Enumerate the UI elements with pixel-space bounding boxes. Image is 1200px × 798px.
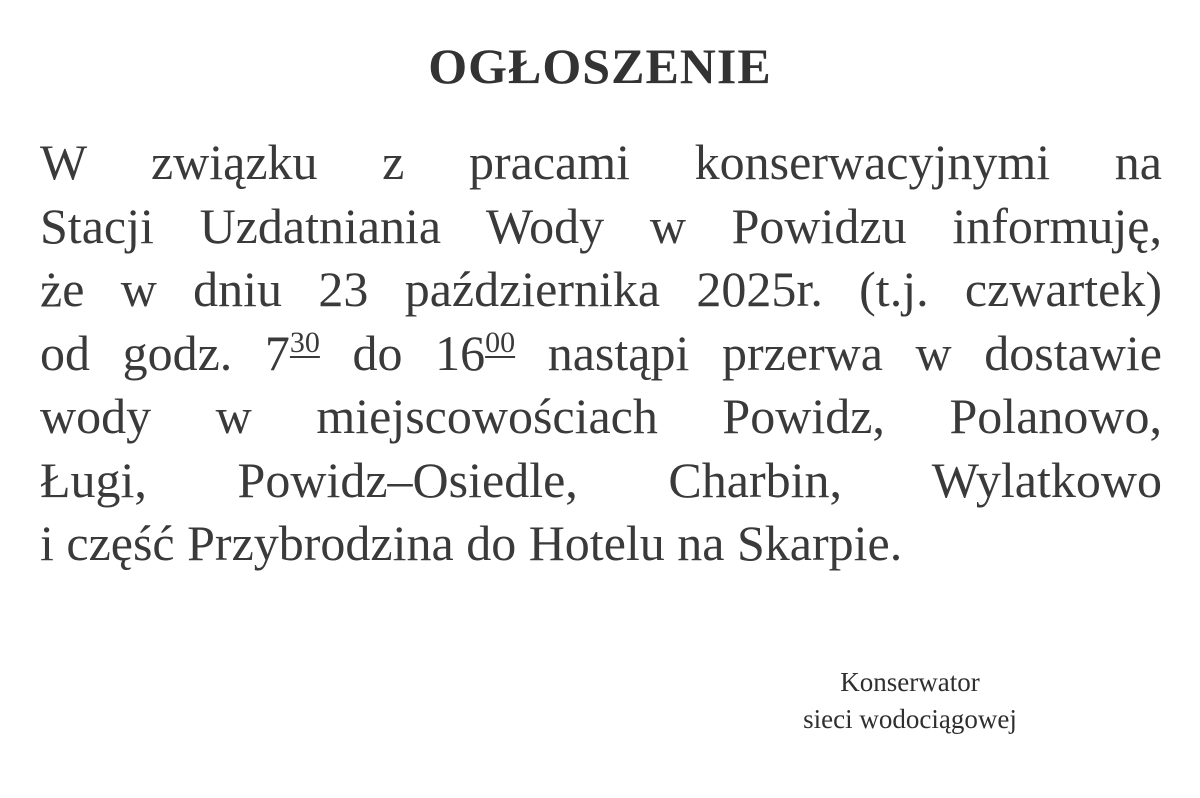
notice-body	[40, 131, 1162, 576]
time-end-minutes: 00	[485, 325, 516, 359]
notice-line-1: W związku z pracami konserwacyjnymi na	[40, 134, 1162, 190]
notice-line-2: Stacji Uzdatniania Wody w Powidzu informuję,	[40, 197, 1162, 254]
time-end-hour: do 16	[319, 324, 486, 381]
notice-line-5: wody w miejscowościach Powidz, Polanowo,	[40, 388, 1162, 444]
notice-line-4-suffix: nastąpi przerwa w dostawie	[515, 324, 1162, 381]
signature-line-1: Konserwator	[840, 667, 980, 697]
notice-line-3: że w dniu 23 października 2025r. (t.j. czwartek)	[40, 261, 1162, 317]
notice-line-7: i część Przybrodzina do Hotelu na Skarpie.	[40, 515, 903, 571]
notice-line-6: Ługi, Powidz–Osiedle, Charbin, Wylatkowo	[40, 451, 1162, 508]
signature-line-2: sieci wodociągowej	[803, 704, 1017, 734]
time-start-hour: od godz. 7	[40, 324, 290, 381]
time-start-minutes: 30	[289, 325, 320, 359]
notice-line-4	[40, 322, 1162, 386]
signature-block	[720, 664, 1100, 738]
notice-title: OGŁOSZENIE	[428, 38, 772, 94]
